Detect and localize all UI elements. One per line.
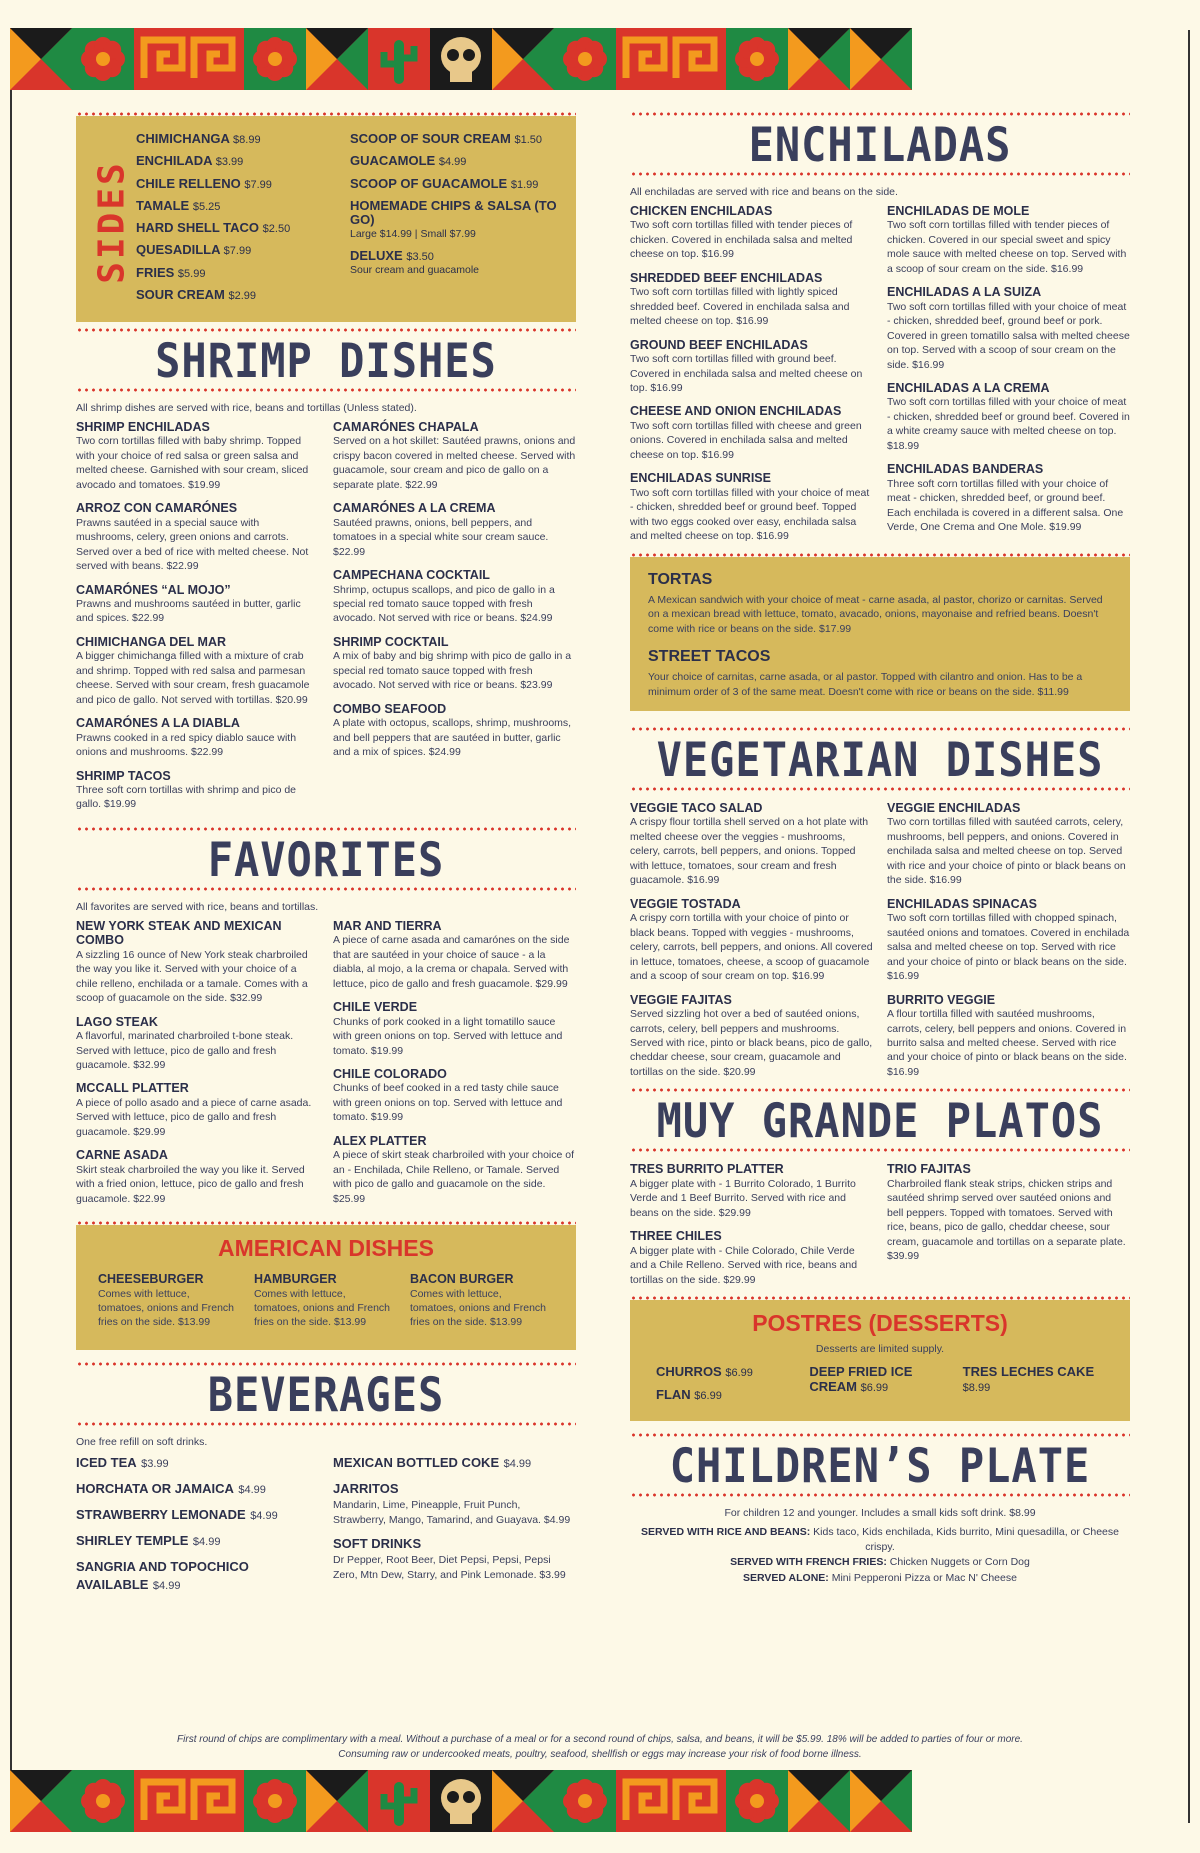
sides-item xyxy=(136,177,350,191)
muy-grande-title: MUY GRANDE PLATOS xyxy=(656,1093,1104,1149)
favorites-item xyxy=(333,919,576,991)
triangle-tile xyxy=(850,28,912,90)
sides-item xyxy=(136,243,350,257)
dessert-item-name: CHURROS xyxy=(656,1364,722,1380)
tortas-item-name: TORTAS xyxy=(648,570,713,588)
sides-item-name: HOMEMADE CHIPS & SALSA (TO GO) xyxy=(350,197,557,228)
favorites-item-name: CARNE ASADA xyxy=(76,1148,168,1163)
favorites-item-desc: A piece of skirt steak charbroiled with your choice of an - Enchilada, Chile Relleno, or Tamale. Served with pico de gallo and guacamole on the side. $25.99 xyxy=(333,1149,575,1205)
favorites-title: FAVORITES xyxy=(207,832,445,887)
enchilada-item-desc: Two soft corn tortillas filled with tender pieces of chicken. Covered in our special sweet and spicy mole sauce with melted cheese on top. Served with a scoop of sour cream on the side. $16.99 xyxy=(887,219,1127,275)
vegetarian-item-name: VEGGIE FAJITAS xyxy=(630,992,732,1007)
shrimp-item-name: SHRIMP COCKTAIL xyxy=(333,634,449,649)
footer-notes xyxy=(90,1733,1110,1762)
beverages-grid xyxy=(76,1454,576,1602)
enchilada-item xyxy=(630,271,873,329)
vegetarian-item xyxy=(630,993,873,1080)
muy-grande-item-name: TRES BURRITO PLATTER xyxy=(630,1162,784,1177)
flower-icon xyxy=(244,28,306,90)
dessert-item xyxy=(963,1365,1104,1395)
dessert-item xyxy=(656,1365,797,1380)
beverage-item-price: $4.99 xyxy=(152,1580,181,1593)
triangle-tile xyxy=(492,1770,554,1832)
favorites-item-desc: A flavorful, marinated charbroiled t-bone steak. Served with lettuce, pico de gallo and fresh guacamole. $32.99 xyxy=(76,1030,294,1071)
dessert-item-price: $6.99 xyxy=(694,1390,722,1403)
enchilada-item xyxy=(887,462,1130,534)
sides-list-right xyxy=(350,132,564,312)
sides-item-name: CHIMICHANGA xyxy=(136,131,230,146)
favorites-intro: All favorites are served with rice, beans and tortillas. xyxy=(76,900,319,913)
favorites-item xyxy=(333,1067,576,1125)
shrimp-item-desc: Prawns and mushrooms sautéed in butter, garlic and spices. $22.99 xyxy=(76,598,301,625)
dessert-item-price: $6.99 xyxy=(860,1382,889,1395)
shrimp-item xyxy=(333,420,576,492)
flower-icon xyxy=(244,1770,306,1832)
sides-item-name: SCOOP OF GUACAMOLE xyxy=(350,175,508,191)
sides-item-name: SOUR CREAM xyxy=(136,287,225,303)
beverages-intro: One free refill on soft drinks. xyxy=(76,1436,208,1449)
beverage-item-price: $4.99 xyxy=(503,1458,532,1471)
enchilada-item xyxy=(630,471,873,543)
vegetarian-item xyxy=(630,897,873,984)
decorative-border-top xyxy=(10,28,1190,90)
sides-item xyxy=(136,132,350,146)
beverage-item xyxy=(76,1558,319,1594)
beverage-item-name: JARRITOS xyxy=(333,1481,399,1497)
vegetarian-item xyxy=(887,801,1130,888)
shrimp-item-desc: Three soft corn tortillas with shrimp and pico de gallo. $19.99 xyxy=(76,784,297,811)
american-item xyxy=(98,1272,242,1329)
tortas-panel xyxy=(630,557,1130,711)
children-option xyxy=(630,1571,1130,1586)
sides-item-price: $7.99 xyxy=(244,178,272,191)
flower-icon xyxy=(72,1770,134,1832)
favorites-item-desc: Chunks of beef cooked in a red tasty chile sauce with green onions on top. Served with lettuce and tomato. $19.99 xyxy=(333,1082,563,1124)
enchilada-item-desc: Three soft corn tortillas filled with your choice of meat - chicken, shredded beef, or ground beef. Each enchilada is covered in a different salsa. One Verde, One Crema and One Mole. $19.99 xyxy=(887,477,1124,534)
sides-item-name: HARD SHELL TACO xyxy=(136,220,260,236)
sides-item-price: $3.99 xyxy=(215,156,244,169)
favorites-item xyxy=(76,1081,319,1139)
vegetarian-item-name: VEGGIE ENCHILADAS xyxy=(887,801,1021,816)
sides-item xyxy=(350,132,564,146)
sides-item-price: $2.99 xyxy=(228,290,256,303)
beverage-item-name: MEXICAN BOTTLED COKE xyxy=(333,1455,500,1471)
cactus-icon xyxy=(368,28,430,90)
sides-item-price: $2.50 xyxy=(262,223,291,236)
enchilada-item xyxy=(887,204,1130,276)
shrimp-item-name: SHRIMP ENCHILADAS xyxy=(76,420,210,434)
footer-line-1: First round of chips are complimentary with a meal. Without a purchase of a meal or for a second round of chips, salsa, and beans, it will be $5.99. 18% will be added to parties of four or more. xyxy=(177,1734,1023,1745)
shrimp-item-name: ARROZ CON CAMARÓNES xyxy=(76,501,238,516)
beverage-item-name: SOFT DRINKS xyxy=(333,1536,422,1552)
shrimp-item-desc: Prawns sautéed in a special sauce with mushrooms, celery, green onions and carrots. Served over a bed of rice with melted cheese. Not served with beans. $22.99 xyxy=(76,516,309,573)
children-options xyxy=(630,1525,1130,1586)
children-option-label: SERVED ALONE: xyxy=(743,1571,829,1584)
sides-item-name: TAMALE xyxy=(136,197,190,213)
favorites-item xyxy=(333,1000,576,1058)
shrimp-item xyxy=(76,583,319,626)
vegetarian-item-desc: Two corn tortillas filled with sautéed carrots, celery, mushrooms, bell peppers, and onions. Covered in enchilada salsa and melted cheese on top. Served with rice and your choice of pinto or black beans on the side. $16.99 xyxy=(887,816,1126,887)
sides-item-name: CHILE RELLENO xyxy=(136,175,241,191)
muy-grande-item-desc: A bigger plate with - Chile Colorado, Chile Verde and a Chile Relleno. Served with rice, beans and tortillas on the side. $29.99 xyxy=(630,1244,858,1286)
children-title: CHILDREN’S PLATE xyxy=(669,1438,1091,1493)
shrimp-item-desc: Shrimp, octupus scallops, and pico de gallo in a special red tomato sauce topped with fresh avocado. Not served with rice or beans. $24.99 xyxy=(333,583,555,625)
favorites-item-name: MAR AND TIERRA xyxy=(333,918,442,933)
flower-icon xyxy=(726,1770,788,1832)
favorites-item-name: LAGO STEAK xyxy=(76,1014,158,1029)
vegetarian-item xyxy=(887,897,1130,984)
enchilada-item-desc: Two soft corn tortillas filled with lightly spiced shredded beef. Covered in enchilada salsa and melted cheese on top. $16.99 xyxy=(630,286,850,328)
triangle-tile xyxy=(306,28,368,90)
favorites-item-name: CHILE VERDE xyxy=(333,1000,418,1015)
favorites-item xyxy=(76,919,319,1006)
cactus-icon xyxy=(368,1770,430,1832)
favorites-item-name: NEW YORK STEAK AND MEXICAN COMBO xyxy=(76,918,282,948)
shrimp-item-name: CAMPECHANA COCKTAIL xyxy=(333,568,490,583)
sides-item-price: $7.99 xyxy=(223,245,252,258)
beverage-item-name: SANGRIA AND TOPOCHICO AVAILABLE xyxy=(76,1559,249,1593)
border-pattern xyxy=(10,28,1190,90)
skull-icon xyxy=(430,28,492,90)
enchilada-item-name: CHICKEN ENCHILADAS xyxy=(630,204,773,218)
favorites-item-desc: A sizzling 16 ounce of New York steak charbroiled the way you like it. Served with your choice of a chile relleno, enchilada or a tamale. Comes with a scoop of guacamole on the side. $32.99 xyxy=(76,948,308,1005)
triangle-tile xyxy=(788,28,850,90)
sides-item-price: $5.99 xyxy=(177,267,206,280)
greek-key-icon xyxy=(616,1770,726,1832)
sides-item-price: $1.50 xyxy=(514,134,542,146)
american-item-name: BACON BURGER xyxy=(410,1272,514,1287)
shrimp-item xyxy=(333,702,576,760)
sides-item xyxy=(136,154,350,168)
beverage-item xyxy=(333,1535,576,1582)
american-item-desc: Comes with lettuce, tomatoes, onions and French fries on the side. $13.99 xyxy=(410,1287,546,1328)
beverage-item xyxy=(76,1506,319,1524)
dessert-item-name: DEEP FRIED ICE CREAM xyxy=(809,1364,913,1395)
american-item-name: CHEESEBURGER xyxy=(98,1272,204,1287)
sides-item-name: DELUXE xyxy=(350,248,403,264)
sides-item xyxy=(136,288,350,302)
frame-line-left xyxy=(10,30,12,1823)
decorative-border-bottom xyxy=(10,1770,1190,1832)
enchiladas-title: ENCHILADAS xyxy=(748,117,1012,172)
shrimp-item-name: CAMARÓNES CHAPALA xyxy=(333,420,479,434)
triangle-tile xyxy=(10,1770,72,1832)
shrimp-item-desc: Sautéed prawns, onions, bell peppers, and tomatoes in a special white sour cream sauce. $22.99 xyxy=(333,516,549,558)
left-column xyxy=(76,112,576,1602)
triangle-tile xyxy=(850,1770,912,1832)
american-item xyxy=(254,1272,398,1329)
shrimp-item-desc: Served on a hot skillet: Sautéed prawns, onions and crispy bacon covered in melted cheese. Served with guacamole, sour cream and pico de gallo on a separate plate. $22.99 xyxy=(333,435,576,491)
sides-item-name: QUESADILLA xyxy=(136,242,221,258)
sides-item-name: ENCHILADA xyxy=(136,153,213,169)
vegetarian-title: VEGETARIAN DISHES xyxy=(656,732,1104,788)
shrimp-item-desc: Prawns cooked in a red spicy diablo sauce with onions and mushrooms. $22.99 xyxy=(76,731,297,759)
enchilada-item-name: ENCHILADAS SUNRISE xyxy=(630,471,771,486)
favorites-item-name: MCCALL PLATTER xyxy=(76,1081,189,1096)
shrimp-grid xyxy=(76,420,576,821)
tortas-item-name: STREET TACOS xyxy=(648,648,771,666)
vegetarian-item-desc: Served sizzling hot over a bed of sautéed onions, carrots, celery, bell peppers and mushrooms. Served with rice, pinto or black beans, pico de gallo, cheddar cheese, sour cream, guacamole and tortillas on the side. $20.99 xyxy=(630,1008,873,1078)
greek-key-icon xyxy=(616,28,726,90)
shrimp-item xyxy=(76,769,319,812)
sides-item-price: $4.99 xyxy=(438,156,467,169)
desserts-title: POSTRES (DESSERTS) xyxy=(752,1310,1008,1337)
sides-item-price: $8.99 xyxy=(233,134,261,146)
enchilada-item-name: ENCHILADAS A LA SUIZA xyxy=(887,285,1042,300)
enchilada-item-name: GROUND BEEF ENCHILADAS xyxy=(630,337,808,352)
shrimp-item-desc: A plate with octopus, scallops, shrimp, mushrooms, and bell peppers that are sautéed in butter, garlic and a mix of spices. $24.99 xyxy=(333,717,572,759)
shrimp-item-desc: Two corn tortillas filled with baby shrimp. Topped with your choice of red salsa or green salsa and melted cheese. Garnished with sour cream, sliced avocado and tomatoes. $19.99 xyxy=(76,435,309,491)
greek-key-icon xyxy=(134,28,244,90)
footer-line-2: Consuming raw or undercooked meats, poultry, seafood, shellfish or eggs may increase your risk of food borne illness. xyxy=(338,1748,862,1760)
sides-item xyxy=(136,266,350,280)
tortas-item-desc: A Mexican sandwich with your choice of meat - carne asada, al pastor, chorizo or carnitas. Served on a mexican bread with lettuce, tomato, avacado, onions, mayonaise and refried beans. Doesn't come with rice or beans on the side. $17.99 xyxy=(648,593,1103,635)
enchilada-item-desc: Two soft corn tortillas filled with cheese and green onions. Covered in enchilada salsa and melted cheese on top. $16.99 xyxy=(630,419,862,461)
enchilada-item xyxy=(887,381,1130,453)
sides-item-name: GUACAMOLE xyxy=(350,153,436,169)
enchilada-item xyxy=(630,338,873,396)
muy-grande-item-desc: Charbroiled flank steak strips, chicken strips and sautéed shrimp served over sautéed onions and bell peppers. Topped with tomatoes. Served with rice, beans, pico de gallo, cheddar cheese, sour cream, guacamole and tortillas on a separate plate. $39.99 xyxy=(887,1177,1126,1263)
sides-item xyxy=(350,154,564,168)
vegetarian-item-desc: A crispy flour tortilla shell served on a hot plate with melted cheese over the veggies - mushrooms, celery, carrots, bell peppers, and onions. Topped with lettuce, tomatoes, sour cream and fresh guacamole. $16.99 xyxy=(630,816,869,887)
shrimp-item-desc: A bigger chimichanga filled with a mixture of crab and shrimp. Topped with red salsa and parmesan cheese. Served with sour cream, fresh guacamole and pico de gallo. Not served with tortillas. $20.99 xyxy=(76,650,310,706)
dessert-item-price: $8.99 xyxy=(962,1382,991,1395)
beverage-item-name: SHIRLEY TEMPLE xyxy=(76,1533,189,1549)
children-option-text: Mini Pepperoni Pizza or Mac N' Cheese xyxy=(831,1571,1017,1584)
vegetarian-item-name: BURRITO VEGGIE xyxy=(887,992,996,1007)
beverage-item-name: ICED TEA xyxy=(76,1455,137,1471)
sides-item xyxy=(350,199,564,241)
enchilada-item-desc: Two soft corn tortillas filled with ground beef. Covered in enchilada salsa and melted cheese on top. $16.99 xyxy=(630,353,863,394)
favorites-item-name: CHILE COLORADO xyxy=(333,1067,447,1082)
beverage-item-name: HORCHATA OR JAMAICA xyxy=(76,1481,234,1497)
beverage-item-price: $3.99 xyxy=(141,1458,169,1471)
shrimp-intro: All shrimp dishes are served with rice, beans and tortillas (Unless stated). xyxy=(76,402,417,414)
greek-key-icon xyxy=(134,1770,244,1832)
muy-grande-grid xyxy=(630,1162,1130,1296)
flower-icon xyxy=(72,28,134,90)
beverage-item-price: $4.99 xyxy=(192,1536,221,1549)
sides-item-name: SCOOP OF SOUR CREAM xyxy=(350,131,511,146)
beverages-title: BEVERAGES xyxy=(207,1367,445,1423)
vegetarian-item-desc: Two soft corn tortillas filled with chopped spinach, sautéed onions and tomatoes. Covered in enchilada salsa and melted cheese on top. Served with rice and your choice of pinto or black beans on the side. $16.99 xyxy=(887,912,1130,983)
beverage-item xyxy=(333,1454,576,1472)
border-pattern xyxy=(10,1770,1190,1832)
desserts-panel xyxy=(630,1300,1130,1421)
shrimp-item-name: COMBO SEAFOOD xyxy=(333,701,447,716)
shrimp-item xyxy=(76,420,319,492)
american-item xyxy=(410,1272,554,1329)
children-intro: For children 12 and younger. Includes a small kids soft drink. $8.99 xyxy=(724,1506,1036,1519)
american-item-desc: Comes with lettuce, tomatoes, onions and French fries on the side. $13.99 xyxy=(254,1287,390,1328)
shrimp-item-name: CAMARÓNES A LA DIABLA xyxy=(76,716,240,731)
beverage-item-desc: Dr Pepper, Root Beer, Diet Pepsi, Pepsi, Pepsi Zero, Mtn Dew, Starry, and Pink Lemonade. $3.99 xyxy=(333,1554,566,1581)
sides-list-left xyxy=(136,132,350,312)
enchilada-item xyxy=(887,285,1130,372)
enchiladas-grid xyxy=(630,204,1130,553)
flower-icon xyxy=(726,28,788,90)
children-option xyxy=(630,1555,1130,1570)
dessert-item xyxy=(656,1388,797,1403)
beverage-item-desc: Mandarin, Lime, Pineapple, Fruit Punch, Strawberry, Mango, Tamarind, and Guayava. $4.99 xyxy=(333,1499,571,1526)
american-item-desc: Comes with lettuce, tomatoes, onions and French fries on the side. $13.99 xyxy=(98,1287,234,1328)
tortas-item-desc: Your choice of carnitas, carne asada, or al pastor. Topped with cilantro and onion. Has to be a minimum order of 3 of the same meat. Doesn't come with rice or beans on the side. $11.99 xyxy=(648,671,1083,698)
children-option-label: SERVED WITH FRENCH FRIES: xyxy=(730,1556,887,1569)
flower-icon xyxy=(554,1770,616,1832)
beverage-item xyxy=(76,1454,319,1472)
children-option xyxy=(630,1525,1130,1555)
frame-line-right xyxy=(1188,30,1190,1823)
skull-icon xyxy=(430,1770,492,1832)
dessert-item-name: TRES LECHES CAKE xyxy=(962,1364,1095,1380)
shrimp-item xyxy=(333,568,576,626)
children-option-label: SERVED WITH RICE AND BEANS: xyxy=(641,1525,811,1538)
triangle-tile xyxy=(788,1770,850,1832)
vegetarian-item xyxy=(630,801,873,888)
sides-panel xyxy=(76,116,576,322)
enchilada-item-name: CHEESE AND ONION ENCHILADAS xyxy=(630,404,842,419)
shrimp-item xyxy=(333,501,576,559)
right-column xyxy=(630,112,1130,1586)
shrimp-item xyxy=(76,635,319,707)
enchilada-item-desc: Two soft corn tortillas filled with your choice of meat - chicken, shredded beef or ground beef. Covered in a white creamy sauce with melted cheese on top. $18.99 xyxy=(887,396,1130,452)
enchilada-item-name: ENCHILADAS A LA CREMA xyxy=(887,381,1050,396)
favorites-item-desc: A piece of pollo asado and a piece of carne asada. Served with lettuce, pico de gallo and fresh guacamole. $29.99 xyxy=(76,1096,312,1138)
muy-grande-item-name: THREE CHILES xyxy=(630,1229,722,1244)
shrimp-item-name: CAMARÓNES A LA CREMA xyxy=(333,501,496,516)
dessert-item xyxy=(809,1365,950,1395)
favorites-item xyxy=(333,1134,576,1206)
vegetarian-grid xyxy=(630,801,1130,1088)
shrimp-item-name: CAMARÓNES “AL MOJO” xyxy=(76,582,231,597)
sides-item-price: $5.25 xyxy=(192,200,221,213)
muy-grande-item xyxy=(630,1162,873,1220)
muy-grande-item xyxy=(887,1162,1130,1263)
children-option-text: Kids taco, Kids enchilada, Kids burrito, Mini quesadilla, or Cheese crispy. xyxy=(813,1525,1119,1554)
favorites-item xyxy=(76,1148,319,1206)
sides-item-name: FRIES xyxy=(136,264,175,280)
sides-item xyxy=(350,177,564,191)
beverage-item-price: $4.99 xyxy=(238,1484,266,1497)
shrimp-item xyxy=(76,501,319,573)
triangle-tile xyxy=(306,1770,368,1832)
favorites-item-desc: Skirt steak charbroiled the way you like it. Served with a fried onion, lettuce, pico de gallo and fresh guacamole. $22.99 xyxy=(76,1163,305,1205)
dessert-item-name: FLAN xyxy=(656,1387,691,1403)
vegetarian-item xyxy=(887,993,1130,1080)
muy-grande-item xyxy=(630,1229,873,1287)
american-item-name: HAMBURGER xyxy=(254,1272,337,1287)
desserts-note: Desserts are limited supply. xyxy=(815,1343,945,1356)
enchiladas-intro: All enchiladas are served with rice and beans on the side. xyxy=(630,186,898,198)
sides-item xyxy=(350,249,564,277)
enchilada-item-name: ENCHILADAS BANDERAS xyxy=(887,462,1044,477)
shrimp-item-desc: A mix of baby and big shrimp with pico de gallo in a special red tomato sauce topped with fresh avocado. Not served with rice or beans. $23.99 xyxy=(333,650,572,692)
vegetarian-item-name: VEGGIE TOSTADA xyxy=(630,896,741,911)
sides-item-price: $3.50 xyxy=(406,251,434,264)
enchilada-item-desc: Two soft corn tortillas filled with tender pieces of chicken. Covered in enchilada salsa and melted cheese on top. $16.99 xyxy=(630,219,853,261)
enchilada-item-name: ENCHILADAS DE MOLE xyxy=(887,204,1030,218)
vegetarian-item-desc: A crispy corn tortilla with your choice of pinto or black beans. Topped with veggies - mushrooms, celery, carrots, bell peppers, and onions. All covered in lettuce, tomatoes, cheese, a scoop of guacamole and a scoop of sour cream on top. $16.99 xyxy=(630,912,873,983)
favorites-grid xyxy=(76,919,576,1215)
sides-item-sub: Large $14.99 | Small $7.99 xyxy=(350,228,476,241)
sides-item xyxy=(136,199,350,213)
enchilada-item xyxy=(630,204,873,262)
triangle-tile xyxy=(492,28,554,90)
shrimp-item xyxy=(333,635,576,693)
beverage-item xyxy=(76,1532,319,1550)
beverage-item-name: STRAWBERRY LEMONADE xyxy=(76,1507,246,1523)
sides-label: SIDES xyxy=(91,160,133,284)
triangle-tile xyxy=(10,28,72,90)
favorites-item-desc: A piece of carne asada and camarónes on the side that are sautéed in your choice of sauce - a la diabla, al mojo, a la crema or chapala. Served with lettuce, pico de gallo and fresh guacamole. $29.99 xyxy=(333,934,570,990)
favorites-item-desc: Chunks of pork cooked in a light tomatillo sauce with green onions on top. Served with lettuce and tomato. $19.99 xyxy=(333,1015,563,1057)
muy-grande-item-name: TRIO FAJITAS xyxy=(887,1162,971,1177)
sides-item xyxy=(136,221,350,235)
sides-item-sub: Sour cream and guacamole xyxy=(350,264,479,277)
vegetarian-item-desc: A flour tortilla filled with sautéed mushrooms, carrots, celery, bell peppers and onions. Covered in burrito salsa and melted cheese. Served with rice and your choice of pinto or black beans on the side. $16.99 xyxy=(887,1008,1127,1078)
favorites-item xyxy=(76,1015,319,1073)
shrimp-item-name: CHIMICHANGA DEL MAR xyxy=(76,634,226,649)
shrimp-title: SHRIMP DISHES xyxy=(155,333,497,388)
children-option-text: Chicken Nuggets or Corn Dog xyxy=(889,1556,1030,1569)
muy-grande-item-desc: A bigger plate with - 1 Burrito Colorado, 1 Burrito Verde and 1 Beef Burrito. Served with rice and beans on the side. $29.99 xyxy=(630,1177,856,1219)
enchilada-item-desc: Two soft corn tortillas filled with your choice of meat - chicken, shredded beef or ground beef. Topped with two eggs cooked over easy, enchilada salsa and melted cheese on top. $16.99 xyxy=(630,486,870,543)
shrimp-item-name: SHRIMP TACOS xyxy=(76,768,171,783)
enchilada-item-desc: Two soft corn tortillas filled with your choice of meat - chicken, shredded beef, ground beef or pork. Covered in green tomatillo salsa with melted cheese on top. Served with a scoop of sour cream on the side. $16.99 xyxy=(887,300,1130,371)
shrimp-item xyxy=(76,716,319,759)
beverage-item xyxy=(76,1480,319,1498)
vegetarian-item-name: ENCHILADAS SPINACAS xyxy=(887,896,1038,911)
enchilada-item xyxy=(630,404,873,462)
american-panel xyxy=(76,1225,576,1350)
dessert-item-price: $6.99 xyxy=(725,1367,753,1380)
sides-item-price: $1.99 xyxy=(510,178,539,191)
vegetarian-item-name: VEGGIE TACO SALAD xyxy=(630,801,763,816)
favorites-item-name: ALEX PLATTER xyxy=(333,1133,427,1148)
beverage-item-price: $4.99 xyxy=(250,1510,278,1523)
american-title: AMERICAN DISHES xyxy=(218,1235,434,1262)
flower-icon xyxy=(554,28,616,90)
beverage-item xyxy=(333,1480,576,1527)
enchilada-item-name: SHREDDED BEEF ENCHILADAS xyxy=(630,270,823,285)
